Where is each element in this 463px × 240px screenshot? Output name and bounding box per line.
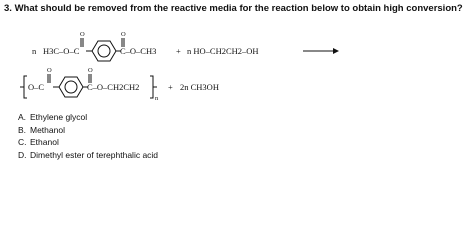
plus-sign-1: + [176,46,181,56]
byproduct-methanol: 2n CH3OH [180,82,219,92]
answer-option-c[interactable] [18,136,158,149]
option-text: Ethanol [30,137,59,147]
benzene-ring-2-aromatic [65,81,77,93]
carbonyl-oxygen-2: O [121,31,126,38]
answer-options [18,111,158,161]
option-text: Dimethyl ester of terephthalic acid [30,149,159,160]
question-number: 3. [4,3,12,14]
option-letter: A. [18,112,27,122]
reactant1-left-group: H3C–O–C [43,46,80,56]
benzene-ring-2 [59,77,83,97]
product-right-group: C–O–CH2CH2 [87,82,140,92]
option-letter: C. [18,137,27,147]
reactant1-right-group: C–O–CH3 [120,46,157,56]
polymer-repeat-n: n [155,95,159,102]
reaction-scheme [0,14,350,108]
product-left-group: O–C [28,82,45,92]
option-text: Methanol [30,124,65,135]
polymer-bracket-left [24,76,27,98]
option-letter: D. [18,149,27,160]
answer-option-a[interactable] [18,111,158,124]
answer-option-b[interactable] [18,124,158,137]
benzene-ring-1-aromatic [98,45,110,57]
carbonyl-oxygen-1: O [80,31,85,38]
benzene-ring-1 [92,41,116,61]
option-text: Ethylene glycol [30,112,88,122]
carbonyl-oxygen-3: O [47,67,52,74]
polymer-bracket-right [150,76,153,98]
reaction-diagram [0,14,350,108]
question-body: What should be removed from the reactive media for the reaction below to obtain high conversion? [14,3,463,14]
reactant1-coefficient: n [32,46,37,56]
plus-sign-2: + [168,82,173,92]
carbonyl-oxygen-4: O [88,67,93,74]
option-letter: B. [18,124,27,135]
reaction-arrowhead [333,48,339,54]
reactant2-ethylene-glycol: n HO–CH2CH2–OH [187,46,259,56]
answer-option-d[interactable] [18,149,158,162]
